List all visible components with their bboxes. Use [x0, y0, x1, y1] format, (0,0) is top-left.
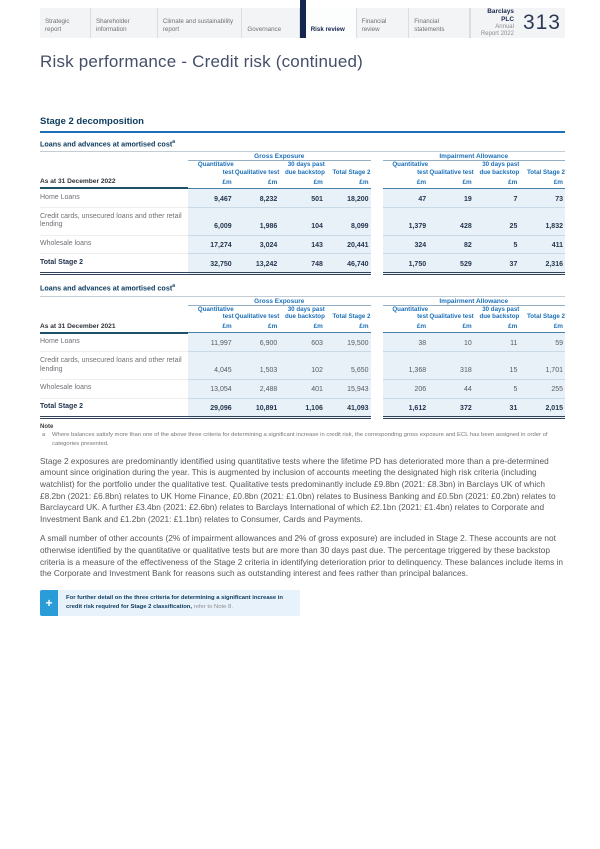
- unit-label: £m: [279, 177, 325, 189]
- brand-report-year: Annual Report 2022: [480, 23, 514, 37]
- callout-text: [58, 590, 300, 616]
- note-heading: Note: [40, 424, 54, 431]
- row-label: Home Loans: [40, 333, 188, 352]
- column-header: Quantitative test: [197, 305, 234, 321]
- header-tab-governance[interactable]: [242, 8, 299, 38]
- cell: 38: [383, 333, 429, 352]
- table-row-home-loans: [40, 188, 565, 207]
- table-row-total-stage2: [40, 398, 565, 418]
- cell: 37: [474, 254, 520, 274]
- tab-label: Shareholder information: [95, 17, 130, 33]
- cell: 6,900: [234, 333, 280, 352]
- column-header: Quantitative test: [392, 161, 429, 177]
- column-header: 30 days past due backstop: [479, 161, 520, 177]
- group-header-impairment-allowance: Impairment Allowance: [383, 298, 565, 306]
- row-label: Total Stage 2: [40, 398, 188, 418]
- cell: 41,093: [325, 398, 371, 418]
- caption-footnote-marker: a: [172, 139, 175, 145]
- group-header-row: [40, 298, 565, 306]
- group-header-gross-exposure: Gross Exposure: [188, 153, 370, 161]
- cell: 25: [474, 208, 520, 236]
- cell: 5: [474, 235, 520, 254]
- header-tab-climate-sustainability[interactable]: [158, 8, 243, 38]
- table-row-home-loans: [40, 333, 565, 352]
- cell: 31: [474, 398, 520, 418]
- table-row-wholesale-loans: [40, 379, 565, 398]
- cell: 748: [279, 254, 325, 274]
- cell: 1,503: [234, 352, 280, 380]
- cell: 5: [474, 379, 520, 398]
- tab-label: Financial review: [361, 17, 387, 33]
- tab-label: Financial statements: [414, 17, 445, 33]
- unit-label: £m: [474, 321, 520, 333]
- tab-label: Climate and sustainability report: [162, 17, 234, 33]
- cell: 19,500: [325, 333, 371, 352]
- cell: 13,054: [188, 379, 234, 398]
- unit-row: [40, 177, 565, 189]
- cell: 19: [428, 188, 474, 207]
- tab-label: Governance: [247, 25, 282, 33]
- table-row-credit-cards: [40, 208, 565, 236]
- cell: 6,009: [188, 208, 234, 236]
- cell: 2,488: [234, 379, 280, 398]
- caption-footnote-marker: a: [172, 283, 175, 290]
- cell: 8,232: [234, 188, 280, 207]
- cell: 143: [279, 235, 325, 254]
- row-label: Home Loans: [40, 188, 188, 207]
- unit-label: £m: [234, 177, 280, 189]
- cell: 2,316: [519, 254, 565, 274]
- header-tab-risk-review[interactable]: [300, 8, 357, 38]
- caption-text: Loans and advances at amortised cost: [40, 283, 173, 293]
- cell: 10,891: [234, 398, 280, 418]
- page-title: Risk performance - Credit risk (continued): [40, 52, 363, 71]
- cell: 324: [383, 235, 429, 254]
- unit-label: £m: [474, 177, 520, 189]
- callout-reference-text: refer to Note 8.: [192, 603, 233, 610]
- cell: 2,015: [519, 398, 565, 418]
- cell: 29,096: [188, 398, 234, 418]
- row-label: Credit cards, unsecured loans and other retail lending: [40, 208, 188, 236]
- column-header: Quantitative test: [197, 161, 234, 177]
- cell: 47: [383, 188, 429, 207]
- cell: 73: [519, 188, 565, 207]
- cell: 1,379: [383, 208, 429, 236]
- brand-text: [481, 8, 514, 39]
- unit-label: £m: [234, 321, 280, 333]
- column-header: Qualitative test: [234, 313, 280, 321]
- cell: 8,099: [325, 208, 371, 236]
- caption-text: Loans and advances at amortised cost: [40, 139, 173, 149]
- row-label: Wholesale loans: [40, 235, 188, 254]
- header-tab-financial-review[interactable]: [357, 8, 410, 38]
- callout-bold-text: For further detail on the three criteria for determining a significant increase in credit risk required for Stage 2 classification,: [66, 594, 284, 610]
- column-header: Total Stage 2: [526, 169, 565, 177]
- cell: 13,242: [234, 254, 280, 274]
- cell: 59: [519, 333, 565, 352]
- cell: 18,200: [325, 188, 371, 207]
- cell: 46,740: [325, 254, 371, 274]
- column-header: Total Stage 2: [332, 169, 371, 177]
- header-tab-strategic-report[interactable]: [40, 8, 91, 38]
- tab-label: Risk review: [310, 25, 345, 33]
- column-header: 30 days past due backstop: [479, 305, 520, 321]
- header-tab-financial-statements[interactable]: [409, 8, 470, 38]
- cell: 1,986: [234, 208, 280, 236]
- active-tab-marker-bar: [300, 0, 306, 38]
- cell: 11: [474, 333, 520, 352]
- column-header: Total Stage 2: [526, 313, 565, 321]
- tab-label: Strategic report: [45, 17, 70, 33]
- column-header: 30 days past due backstop: [284, 161, 325, 177]
- cell: 1,612: [383, 398, 429, 418]
- cell: 255: [519, 379, 565, 398]
- cell: 501: [279, 188, 325, 207]
- top-nav-bar: [40, 8, 565, 38]
- column-header: Qualitative test: [234, 169, 280, 177]
- section-heading: Stage 2 decomposition: [40, 116, 565, 133]
- cell: 1,832: [519, 208, 565, 236]
- table-caption-2022: [40, 137, 565, 152]
- page-content: [40, 116, 565, 616]
- paragraph-stage2-exposures: Stage 2 exposures are predominantly identified using quantitative tests where the lifetime PD has deteriorated more than a pre-determined amount since origination during the year. This is augmented by inclusion of accounts meeting the designated high risk criteria (including watchlist) for the portfolio under the qualitative test. Qualitative tests predominantly include £9.8bn (2021: £8.3bn) in Barclays UK of which £8.2bn (2021: £6.8bn) relates to UK Home Finance, £0.8bn (2021: £1.0bn) relates to Business Banking and £0.5bn (2021: £0.2bn) relates to Barclaycard UK. A further £3.4bn (2021: £2.6bn) relates to Barclays International of which £2.1bn (2021: £1.4bn) relates to Corporate and Investment Bank and £1.2bn (2021: £1.1bn) relates to Consumer, Cards and Payments.: [40, 455, 556, 524]
- column-header: Total Stage 2: [332, 313, 371, 321]
- unit-row: [40, 321, 565, 333]
- cell: 82: [428, 235, 474, 254]
- table-row-credit-cards: [40, 352, 565, 380]
- cell: 401: [279, 379, 325, 398]
- column-header: Qualitative test: [429, 313, 474, 321]
- stage2-table-2021: [40, 298, 565, 420]
- cell: 44: [428, 379, 474, 398]
- cell: 1,750: [383, 254, 429, 274]
- cell: 32,750: [188, 254, 234, 274]
- cell: 11,997: [188, 333, 234, 352]
- column-header-row: [40, 305, 565, 321]
- date-label: As at 31 December 2022: [40, 177, 188, 189]
- cell: 1,106: [279, 398, 325, 418]
- date-label: As at 31 December 2021: [40, 321, 188, 333]
- cell: 1,368: [383, 352, 429, 380]
- unit-label: £m: [383, 177, 429, 189]
- column-header: Quantitative test: [392, 305, 429, 321]
- footnote-text: Where balances satisfy more than one of the above three criteria for determining a significant increase in credit risk, the corresponding gross exposure and ECL has been assigned in order of categories presented.: [52, 432, 548, 447]
- cell: 4,045: [188, 352, 234, 380]
- cell: 10: [428, 333, 474, 352]
- cell: 1,701: [519, 352, 565, 380]
- cell: 102: [279, 352, 325, 380]
- unit-label: £m: [279, 321, 325, 333]
- plus-icon: +: [40, 590, 58, 616]
- cell: 411: [519, 235, 565, 254]
- row-label: Total Stage 2: [40, 254, 188, 274]
- cell: 529: [428, 254, 474, 274]
- unit-label: £m: [383, 321, 429, 333]
- cell: 7: [474, 188, 520, 207]
- cell: 15: [474, 352, 520, 380]
- unit-label: £m: [519, 177, 565, 189]
- unit-label: £m: [188, 177, 234, 189]
- group-header-gross-exposure: Gross Exposure: [188, 298, 370, 306]
- page-number: 313: [522, 11, 561, 34]
- table-row-total-stage2: [40, 254, 565, 274]
- cell: 3,024: [234, 235, 280, 254]
- unit-label: £m: [428, 321, 474, 333]
- table-caption-2021: [40, 281, 565, 296]
- header-tab-shareholder-information[interactable]: [91, 8, 158, 38]
- row-label: Credit cards, unsecured loans and other retail lending: [40, 352, 188, 380]
- stage2-table-2022: [40, 153, 565, 275]
- cell: 318: [428, 352, 474, 380]
- cell: 104: [279, 208, 325, 236]
- row-label: Wholesale loans: [40, 379, 188, 398]
- group-header-impairment-allowance: Impairment Allowance: [383, 153, 565, 161]
- unit-label: £m: [428, 177, 474, 189]
- paragraph-backstop-accounts: A small number of other accounts (2% of impairment allowances and 2% of gross exposure) are included in Stage 2. These accounts are not otherwise identified by the quantitative or qualitative tests but are more than 30 days past due. The percentage triggered by these backstop criteria is a measure of the effectiveness of the Stage 2 criteria in identifying deterioration prior to delinquency. These balances include items in the Corporate and Investment Bank for reasons such as outstanding interest and fees rather than principal balances.: [40, 533, 563, 579]
- cell: 372: [428, 398, 474, 418]
- column-header-row: [40, 161, 565, 177]
- unit-label: £m: [188, 321, 234, 333]
- unit-label: £m: [325, 321, 371, 333]
- column-header: 30 days past due backstop: [284, 305, 325, 321]
- unit-label: £m: [325, 177, 371, 189]
- group-header-row: [40, 153, 565, 161]
- cell: 603: [279, 333, 325, 352]
- cell: 9,467: [188, 188, 234, 207]
- cell: 20,441: [325, 235, 371, 254]
- cell: 5,650: [325, 352, 371, 380]
- column-header: Qualitative test: [429, 169, 474, 177]
- brand-name: Barclays PLC: [487, 7, 514, 23]
- brand-block: [470, 8, 565, 38]
- footnote-a: [40, 431, 565, 448]
- cell: 428: [428, 208, 474, 236]
- cell: 15,943: [325, 379, 371, 398]
- footnote-marker: a: [42, 432, 46, 439]
- cell: 17,274: [188, 235, 234, 254]
- note8-crossref-callout[interactable]: [40, 590, 300, 616]
- unit-label: £m: [519, 321, 565, 333]
- table-row-wholesale-loans: [40, 235, 565, 254]
- cell: 206: [383, 379, 429, 398]
